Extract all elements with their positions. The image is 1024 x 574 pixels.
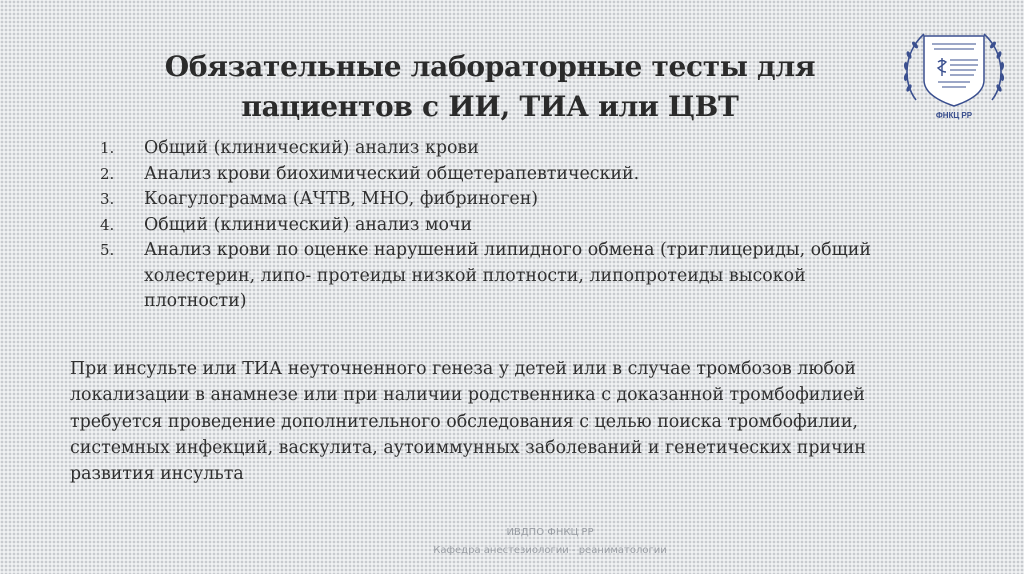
note-line: системных инфекций, васкулита, аутоиммунных заболеваний и генетических причин [70,437,866,458]
note-line: При инсульте или ТИА неуточненного генеза у детей или в случае тромбозов любой [70,359,857,379]
list-item-text-line: плотности) [144,291,247,311]
list-item-text: Анализ крови биохимический общетерапевтический. [144,163,640,184]
list-item [100,187,950,213]
required-tests-list [100,136,950,315]
list-item [100,238,950,315]
note-line: требуется проведение дополнительного обследования с целью поиска тромбофилии, [70,411,859,432]
list-item-number: 5. [100,241,115,259]
slide-title [120,47,860,127]
slide-title-line-1: Обязательные лабораторные тесты для [164,49,816,83]
list-item-text: Коагулограмма (АЧТВ, МНО, фибриноген) [144,189,539,209]
slide-title-line-2: пациентов с ИИ, ТИА или ЦВТ [241,89,739,123]
list-item [100,213,950,239]
list-item [100,136,950,162]
list-item [100,162,950,188]
list-item-number: 3. [100,190,115,208]
institution-logo [898,22,1010,122]
footer-department: Кафедра анестезиологии - реаниматологии [433,545,667,556]
list-item-number: 2. [100,164,115,183]
list-item-text-line: Анализ крови по оценке нарушений липидного обмена (триглицериды, общий [144,240,871,260]
footer-institution: ИВДПО ФНКЦ РР [506,527,594,538]
note-line: развития инсульта [70,464,244,485]
institution-emblem-icon [898,22,1010,122]
list-item-text: Общий (клинический) анализ крови [144,138,479,158]
note-line: локализации в анамнезе или при наличии родственника с доказанной тромбофилией [70,385,865,406]
list-item-number: 4. [100,215,115,234]
logo-text: ФНКЦ РР [935,111,973,120]
thrombophilia-note [70,356,970,487]
list-item-number: 1. [100,139,115,157]
list-item-text: Общий (клинический) анализ мочи [144,214,473,235]
list-item-text-line: холестерин, липо- протеиды низкой плотности, липопротеиды высокой [144,265,806,286]
